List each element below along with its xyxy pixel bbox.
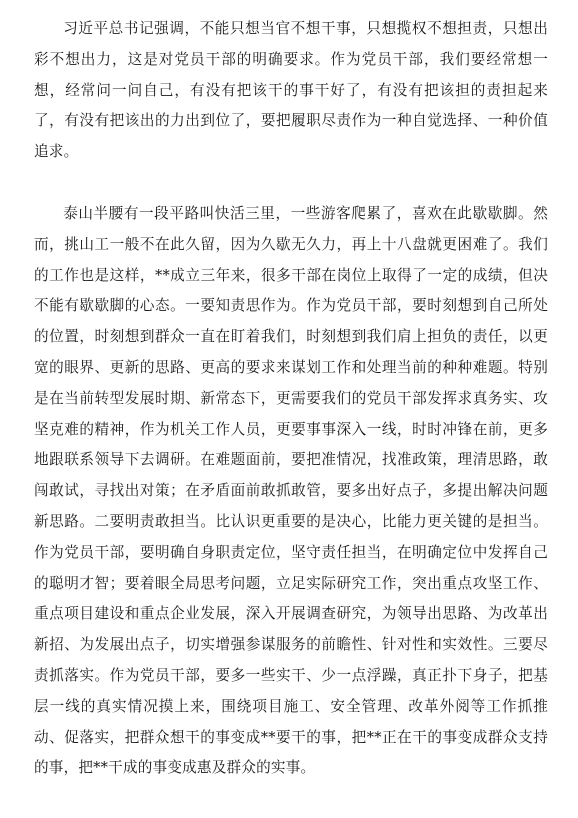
paragraph-1: 习近平总书记强调，不能只想当官不想干事，只想揽权不想担责，只想出彩不想出力，这是对党员干部的明确要求。作为党员干部，我们要经常想一想，经常问一问自己，有没有把该干的事干好了，有没有把该担的责担起来了，有没有把该出的力出到位了，要把履职尽责作为一种自觉选择、一种价值追求。 xyxy=(34,20,548,161)
paragraph-2: 泰山半腰有一段平路叫快活三里，一些游客爬累了，喜欢在此歇歇脚。然而，挑山工一般不在此久留，因为久歇无久力，再上十八盘就更困难了。我们的工作也是这样，**成立三年来，很多干部在岗位上取得了一定的成绩，但决不能有歇歇脚的心态。一要知责思作为。作为党员干部，要时刻想到自己所处的位置，时刻想到群众一直在盯着我们，时刻想到我们肩上担负的责任，以更宽的眼界、更新的思路、更高的要求来谋划工作和处理当前的种种难题。特别是在当前转型发展时期、新常态下，更需要我们的党员干部发挥求真务实、攻坚克难的精神，作为机关工作人员，更要事事深入一线，时时冲锋在前，更多地跟联系领导下去调研。在难题面前，要把准情况，找准政策，理清思路，敢闯敢试，寻找出对策；在矛盾面前敢抓敢管，要多出好点子，多提出解决问题新思路。二要明责敢担当。比认识更重要的是决心，比能力更关键的是担当。作为党员干部，要明确自身职责定位，坚守责任担当，在明确定位中发挥自己的聪明才智；要着眼全局思考问题，立足实际研究工作，突出重点攻坚工作、重点项目建设和重点企业发展，深入开展调查研究，为领导出思路、为改革出新招、为发展出点子，切实增强参谋服务的前瞻性、针对性和实效性。三要尽责抓落实。作为党员干部，要多一些实干、少一点浮躁，真正扑下身子，把基层一线的真实情况摸上来，围绕项目施工、安全管理、改革外阅等工作抓推动、促落实，把群众想干的事变成**要干的事，把**正在干的事变成群众支持的事，把**干成的事变成惠及群众的实事。 xyxy=(34,204,548,777)
